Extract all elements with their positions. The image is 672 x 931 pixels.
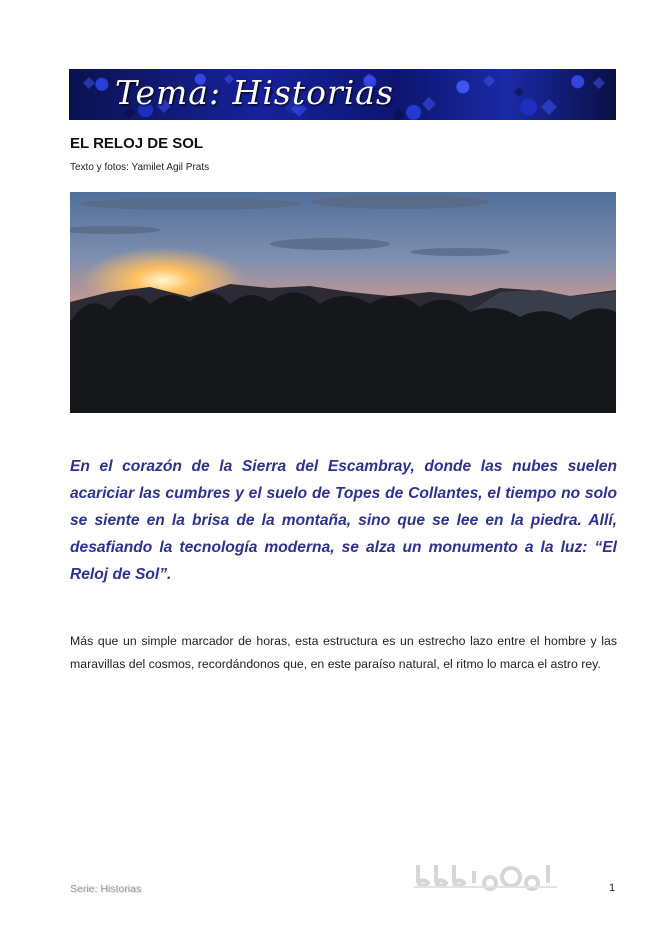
page-number: 1 [609,882,616,894]
article-body: Más que un simple marcador de horas, esta estructura es un estrecho lazo entre el hombre y las maravillas del cosmos, recordándonos que, en este paraíso natural, el ritmo lo marca el astro rey. [70,634,617,671]
header-banner [69,69,616,120]
article-lead: En el corazón de la Sierra del Escambray, donde las nubes suelen acariciar las cumbres y el suelo de Topes de Collantes, el tiempo no solo se siente en la brisa de la montaña, sino que se lee en la piedra. Allí, desafiando la tecnología moderna, se alza un monumento a la luz: “El Reloj de Sol”. [70,458,617,583]
article-byline: Texto y fotos: Yamilet Agil Prats [70,162,210,173]
library-logo-watermark [414,857,557,893]
banner-title: Tema: Historias [115,73,394,112]
footer-series: Serie: Historias [70,883,142,895]
sunset-photo [70,192,616,413]
article-title: EL RELOJ DE SOL [70,135,204,152]
